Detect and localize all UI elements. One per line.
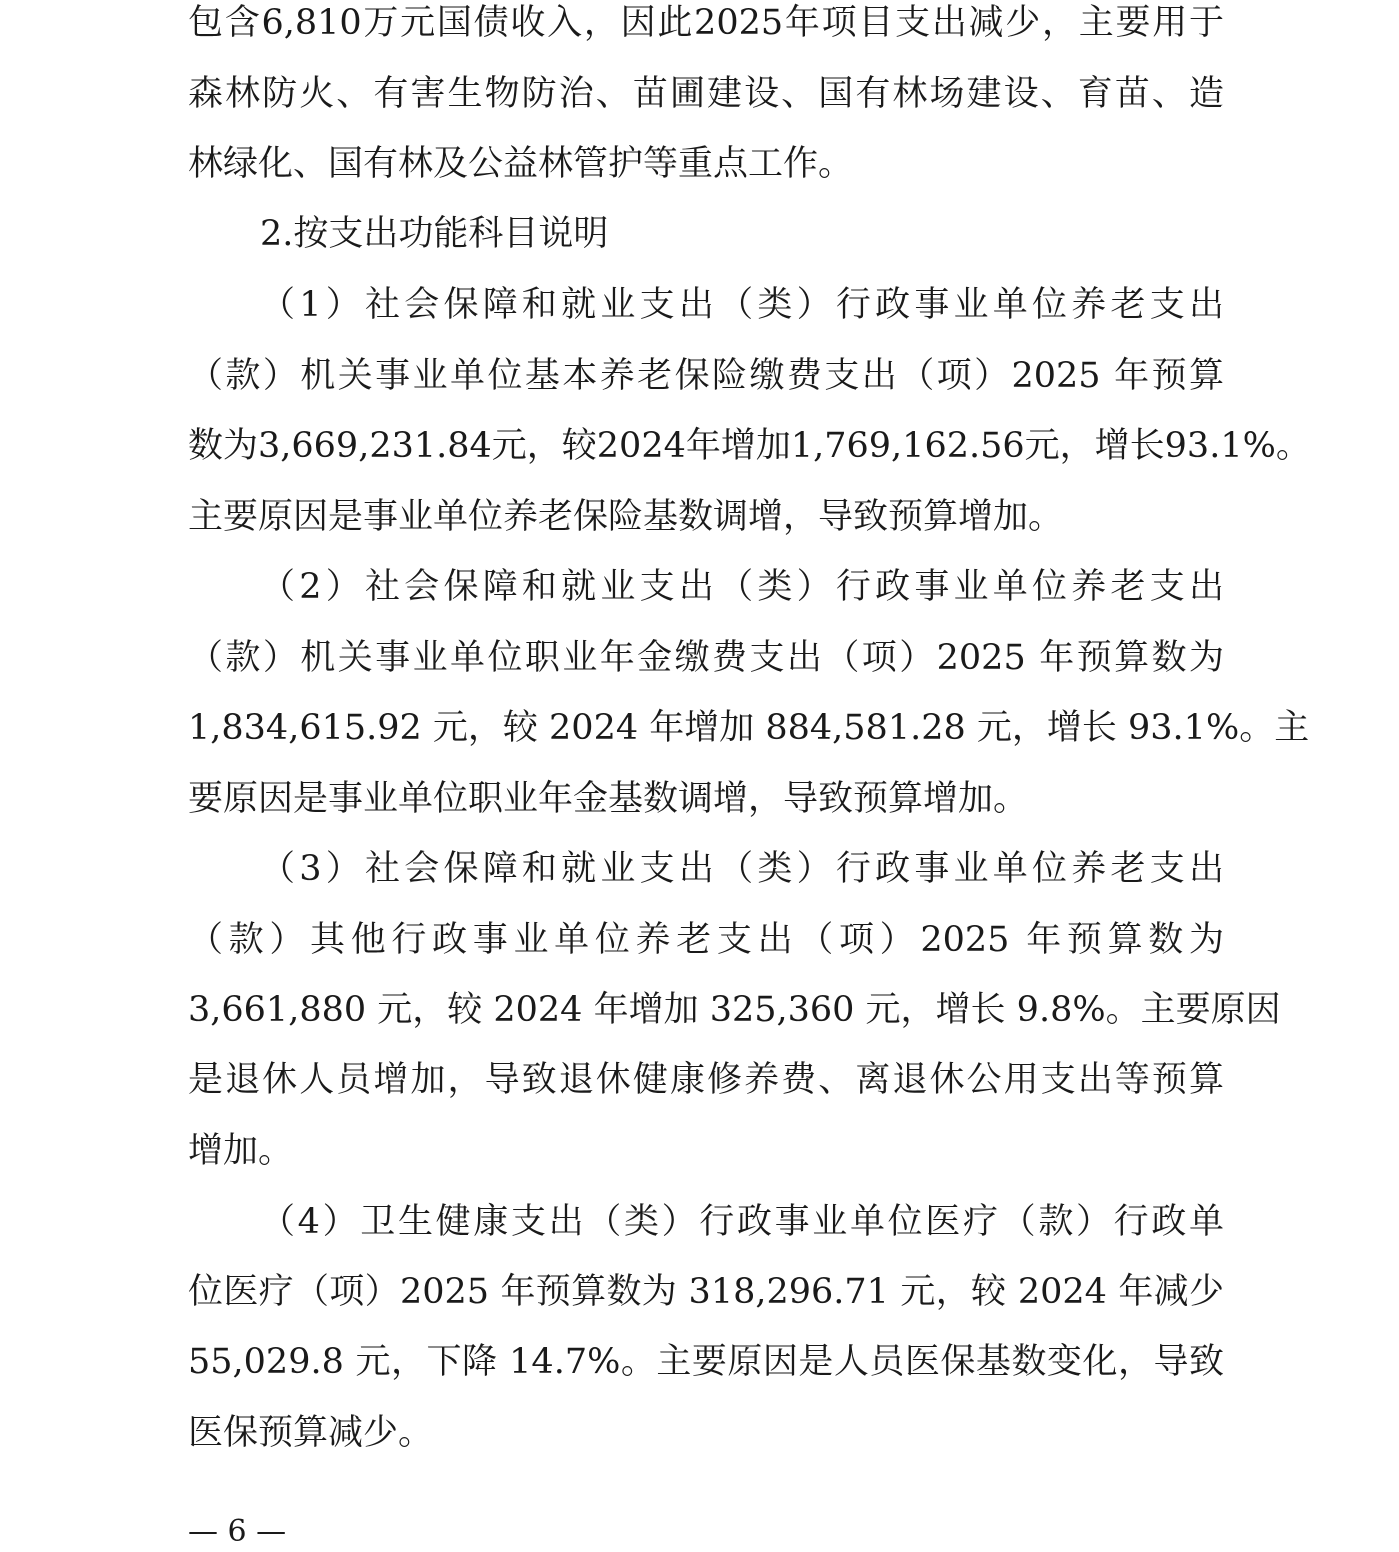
item-2-line: （款）机关事业单位职业年金缴费支出（项）2025 年预算数为 xyxy=(188,638,1224,678)
item-2-line: （2）社会保障和就业支出（类）行政事业单位养老支出 xyxy=(260,567,1224,607)
item-3-line: 是退休人员增加，导致退休健康修养费、离退休公用支出等预算 xyxy=(188,1060,1224,1100)
item-2-line: 1,834,615.92 元，较 2024 年增加 884,581.28 元，增长 93.1%。主 xyxy=(188,708,1310,748)
item-3-line: 3,661,880 元，较 2024 年增加 325,360 元，增长 9.8%。主要原因 xyxy=(188,990,1281,1030)
item-4-line: 55,029.8 元，下降 14.7%。主要原因是人员医保基数变化，导致 xyxy=(188,1342,1224,1382)
item-4-line: （4）卫生健康支出（类）行政事业单位医疗（款）行政单 xyxy=(260,1202,1224,1242)
item-1-line: 数为3,669,231.84元，较2024年增加1,769,162.56元，增长93.1%。 xyxy=(188,426,1311,466)
item-1-line: （款）机关事业单位基本养老保险缴费支出（项）2025 年预算 xyxy=(188,356,1224,396)
page-number: — 6 — xyxy=(188,1514,287,1549)
item-3-line: （3）社会保障和就业支出（类）行政事业单位养老支出 xyxy=(260,849,1224,889)
section-heading: 2.按支出功能科目说明 xyxy=(260,214,609,254)
paragraph-line: 包含6,810万元国债收入，因此2025年项目支出减少，主要用于 xyxy=(188,3,1224,43)
paragraph-line: 林绿化、国有林及公益林管护等重点工作。 xyxy=(188,144,854,184)
item-2-line: 要原因是事业单位职业年金基数调增，导致预算增加。 xyxy=(188,779,1029,819)
paragraph-line: 森林防火、有害生物防治、苗圃建设、国有林场建设、育苗、造 xyxy=(188,74,1224,114)
item-3-line: （款）其他行政事业单位养老支出（项）2025 年预算数为 xyxy=(188,920,1224,960)
item-1-line: 主要原因是事业单位养老保险基数调增，导致预算增加。 xyxy=(188,497,1064,537)
item-1-line: （1）社会保障和就业支出（类）行政事业单位养老支出 xyxy=(260,285,1224,325)
item-4-line: 位医疗（项）2025 年预算数为 318,296.71 元，较 2024 年减少 xyxy=(188,1272,1224,1312)
item-4-line: 医保预算减少。 xyxy=(188,1413,434,1453)
item-3-line: 增加。 xyxy=(188,1131,294,1171)
